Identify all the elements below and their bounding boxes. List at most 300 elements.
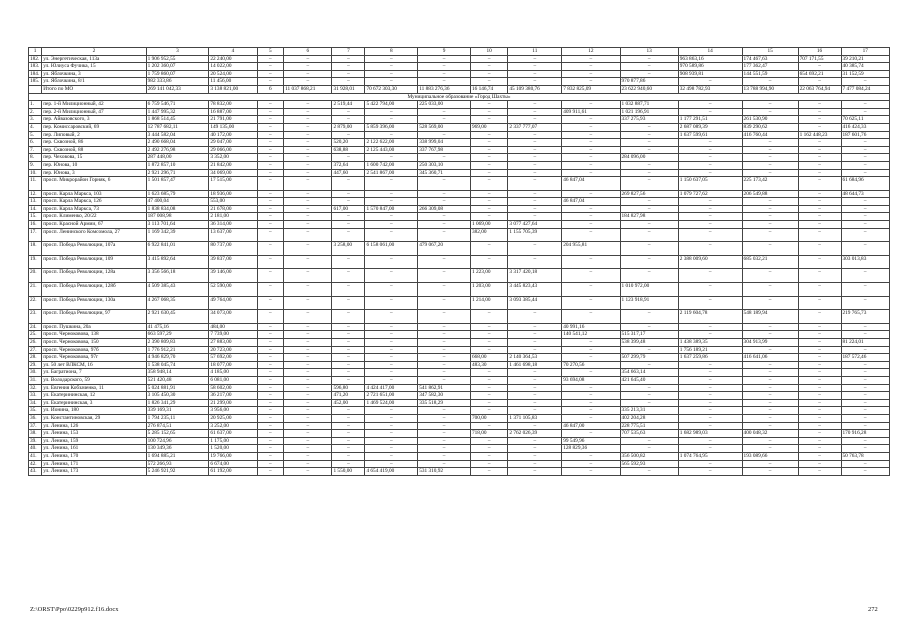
value-cell: 3 444 582,04: [146, 131, 209, 139]
value-cell: 4 267 068,35: [146, 296, 209, 310]
address-cell: ул. Ленина, 159: [42, 437, 146, 445]
value-cell: 11 037 868,21: [284, 85, 332, 93]
value-cell: –: [284, 228, 332, 242]
value-cell: –: [508, 384, 562, 392]
value-cell: –: [418, 414, 471, 422]
value-cell: –: [841, 161, 890, 169]
value-cell: –: [332, 177, 365, 191]
value-cell: –: [742, 221, 798, 229]
value-cell: –: [620, 123, 678, 131]
value-cell: –: [332, 331, 365, 339]
value-cell: –: [508, 422, 562, 430]
value-cell: –: [471, 205, 508, 213]
value-cell: 47 400,04: [146, 198, 209, 206]
value-cell: 654 692,21: [798, 70, 841, 78]
value-cell: 668,00: [471, 354, 508, 362]
value-cell: –: [562, 430, 620, 438]
value-cell: –: [508, 108, 562, 116]
value-cell: 538 399,48: [620, 339, 678, 347]
value-cell: –: [678, 323, 742, 331]
value-cell: –: [365, 55, 418, 63]
row-number: 33.: [29, 392, 42, 400]
value-cell: –: [471, 392, 508, 400]
value-cell: 276 874,51: [146, 422, 209, 430]
value-cell: –: [562, 369, 620, 377]
value-cell: –: [798, 269, 841, 283]
value-cell: 11 456,00: [209, 78, 257, 86]
value-cell: –: [508, 445, 562, 453]
address-cell: ул. Яблочкина, 3: [42, 70, 146, 78]
value-cell: –: [620, 169, 678, 177]
value-cell: –: [471, 108, 508, 116]
value-cell: 970 877,86: [620, 78, 678, 86]
value-cell: 1 520,00: [209, 445, 257, 453]
value-cell: –: [620, 310, 678, 324]
value-cell: –: [418, 78, 471, 86]
value-cell: 3 356 566,18: [146, 269, 209, 283]
value-cell: 447,60: [332, 169, 365, 177]
column-number: 10: [471, 48, 508, 56]
value-cell: –: [332, 221, 365, 229]
value-cell: –: [365, 108, 418, 116]
row-number: 12.: [29, 190, 42, 198]
value-cell: –: [471, 331, 508, 339]
row-number: 13.: [29, 198, 42, 206]
value-cell: –: [284, 414, 332, 422]
table-row: [29, 205, 890, 213]
row-number: 15.: [29, 213, 42, 221]
table-row: [29, 78, 890, 86]
value-cell: –: [508, 468, 562, 476]
value-cell: –: [418, 323, 471, 331]
value-cell: –: [620, 221, 678, 229]
value-cell: –: [678, 376, 742, 384]
value-cell: –: [257, 190, 283, 198]
value-cell: 2 921 296,71: [146, 169, 209, 177]
value-cell: –: [798, 255, 841, 269]
value-cell: –: [471, 63, 508, 71]
value-cell: –: [257, 430, 283, 438]
row-number: 185.: [29, 78, 42, 86]
table-row: [29, 85, 890, 93]
value-cell: –: [284, 101, 332, 109]
value-cell: 354 663,14: [620, 369, 678, 377]
value-cell: 21 299,00: [209, 399, 257, 407]
value-cell: 7 477 084,24: [841, 85, 890, 93]
value-cell: 48 644,73: [841, 190, 890, 198]
value-cell: 528 569,00: [418, 123, 471, 131]
row-number: 31.: [29, 376, 42, 384]
value-cell: –: [471, 101, 508, 109]
value-cell: –: [471, 242, 508, 256]
value-cell: –: [678, 169, 742, 177]
value-cell: –: [332, 445, 365, 453]
value-cell: –: [332, 154, 365, 162]
value-cell: 1 868 514,45: [146, 116, 209, 124]
value-cell: –: [418, 430, 471, 438]
value-cell: –: [365, 339, 418, 347]
value-cell: 5 246 921,92: [146, 468, 209, 476]
value-cell: –: [471, 190, 508, 198]
row-number: 28.: [29, 354, 42, 362]
value-cell: –: [471, 399, 508, 407]
value-cell: –: [257, 468, 283, 476]
value-cell: 5 285 152,65: [146, 430, 209, 438]
column-number: 5: [257, 48, 283, 56]
value-cell: –: [562, 205, 620, 213]
row-number: 14.: [29, 205, 42, 213]
value-cell: 174 467,63: [742, 55, 798, 63]
value-cell: 39 837,00: [209, 255, 257, 269]
value-cell: 21 678,00: [209, 205, 257, 213]
value-cell: –: [620, 177, 678, 191]
value-cell: –: [620, 392, 678, 400]
value-cell: –: [284, 339, 332, 347]
value-cell: 1 447 995,32: [146, 108, 209, 116]
value-cell: –: [257, 310, 283, 324]
value-cell: –: [365, 376, 418, 384]
value-cell: 39 210,21: [841, 55, 890, 63]
value-cell: –: [471, 369, 508, 377]
value-cell: 1 155 705,39: [508, 228, 562, 242]
value-cell: 2 879,00: [332, 123, 365, 131]
value-cell: –: [508, 139, 562, 147]
value-cell: –: [471, 437, 508, 445]
value-cell: –: [418, 422, 471, 430]
value-cell: –: [620, 131, 678, 139]
value-cell: 204 955,81: [562, 242, 620, 256]
value-cell: 1 169 342,39: [146, 228, 209, 242]
value-cell: 18 936,00: [209, 190, 257, 198]
section-title: Муниципальное образование «Город Шахты»: [29, 93, 890, 101]
table-row: [29, 346, 890, 354]
address-cell: пер. Сквозной, 86: [42, 139, 146, 147]
value-cell: –: [620, 242, 678, 256]
value-cell: 839 290,62: [742, 123, 798, 131]
value-cell: 908 939,81: [678, 70, 742, 78]
value-cell: 2 122 622,00: [365, 139, 418, 147]
value-cell: 46 847,04: [562, 198, 620, 206]
value-cell: 1 202 360,07: [146, 63, 209, 71]
value-cell: 39 146,00: [209, 269, 257, 283]
value-cell: 177 362,47: [742, 63, 798, 71]
value-cell: –: [332, 407, 365, 415]
value-cell: –: [508, 161, 562, 169]
value-cell: 2 921 630,45: [146, 310, 209, 324]
value-cell: 402 204,28: [620, 414, 678, 422]
row-number: 27.: [29, 346, 42, 354]
value-cell: –: [508, 310, 562, 324]
address-cell: ул. Ленина, 153: [42, 430, 146, 438]
value-cell: –: [620, 323, 678, 331]
value-cell: –: [332, 323, 365, 331]
value-cell: 140 541,12: [562, 331, 620, 339]
value-cell: 520,20: [332, 139, 365, 147]
value-cell: 2 687 089,39: [678, 123, 742, 131]
value-cell: –: [678, 392, 742, 400]
value-cell: –: [471, 376, 508, 384]
table-row: [29, 310, 890, 324]
value-cell: –: [678, 384, 742, 392]
table-row: [29, 452, 890, 460]
address-cell: ул. Багратиона, 7: [42, 369, 146, 377]
value-cell: –: [620, 63, 678, 71]
column-number: 8: [365, 48, 418, 56]
value-cell: –: [620, 228, 678, 242]
value-cell: –: [508, 101, 562, 109]
value-cell: –: [257, 323, 283, 331]
value-cell: –: [257, 123, 283, 131]
value-cell: –: [257, 283, 283, 297]
value-cell: 187 601,76: [841, 131, 890, 139]
value-cell: 700,00: [471, 414, 508, 422]
value-cell: –: [284, 154, 332, 162]
value-cell: 1 371 105,83: [508, 414, 562, 422]
value-cell: –: [418, 437, 471, 445]
value-cell: 6: [257, 85, 283, 93]
value-cell: 5 024 881,91: [146, 384, 209, 392]
value-cell: –: [471, 323, 508, 331]
value-cell: –: [284, 55, 332, 63]
value-cell: –: [332, 283, 365, 297]
value-cell: 228 775,51: [620, 422, 678, 430]
value-cell: 34 069,00: [209, 169, 257, 177]
value-cell: 969,00: [471, 123, 508, 131]
value-cell: –: [678, 437, 742, 445]
value-cell: 663 597,29: [146, 331, 209, 339]
value-cell: 21 842,00: [209, 161, 257, 169]
row-number: 184.: [29, 70, 42, 78]
table-row: [29, 296, 890, 310]
column-number: 13: [620, 48, 678, 56]
value-cell: –: [365, 331, 418, 339]
value-cell: 6 922 841,01: [146, 242, 209, 256]
value-cell: 358 948,14: [146, 369, 209, 377]
value-cell: –: [257, 407, 283, 415]
value-cell: –: [620, 361, 678, 369]
value-cell: –: [678, 361, 742, 369]
value-cell: –: [742, 422, 798, 430]
value-cell: –: [742, 392, 798, 400]
value-cell: –: [365, 198, 418, 206]
value-cell: –: [508, 346, 562, 354]
value-cell: 3 113 701,64: [146, 221, 209, 229]
value-cell: 187 572,46: [841, 354, 890, 362]
value-cell: –: [508, 407, 562, 415]
value-cell: 81 224,01: [841, 339, 890, 347]
value-cell: 1 223,00: [471, 269, 508, 283]
value-cell: 1 123 918,91: [620, 296, 678, 310]
value-cell: –: [620, 255, 678, 269]
value-cell: 52 590,00: [209, 283, 257, 297]
value-cell: –: [508, 146, 562, 154]
table-row: [29, 198, 890, 206]
row-number: 35.: [29, 407, 42, 415]
value-cell: –: [508, 205, 562, 213]
value-cell: –: [678, 414, 742, 422]
table-row: [29, 228, 890, 242]
value-cell: –: [841, 296, 890, 310]
value-cell: –: [841, 146, 890, 154]
row-number: 26.: [29, 339, 42, 347]
value-cell: –: [284, 310, 332, 324]
address-cell: просп. Победа Революции, 128б: [42, 283, 146, 297]
value-cell: –: [742, 468, 798, 476]
row-number: 24.: [29, 323, 42, 331]
row-number: 29.: [29, 361, 42, 369]
value-cell: –: [471, 169, 508, 177]
value-cell: –: [508, 376, 562, 384]
value-cell: –: [742, 161, 798, 169]
value-cell: –: [841, 283, 890, 297]
value-cell: –: [742, 361, 798, 369]
column-number: 4: [209, 48, 257, 56]
address-cell: пер. Юнова, 10: [42, 161, 146, 169]
value-cell: 1 461 698,18: [508, 361, 562, 369]
value-cell: –: [365, 296, 418, 310]
table-row: [29, 283, 890, 297]
value-cell: 1 694 885,21: [146, 452, 209, 460]
value-cell: –: [471, 154, 508, 162]
value-cell: –: [257, 422, 283, 430]
value-cell: –: [284, 452, 332, 460]
value-cell: –: [742, 146, 798, 154]
value-cell: 2 541 867,00: [365, 169, 418, 177]
value-cell: 452,00: [332, 399, 365, 407]
value-cell: –: [798, 310, 841, 324]
value-cell: –: [332, 452, 365, 460]
value-cell: –: [508, 213, 562, 221]
value-cell: 100 724,96: [146, 437, 209, 445]
value-cell: 337 767,98: [418, 146, 471, 154]
value-cell: 1 203,00: [471, 283, 508, 297]
address-cell: ул. Юлиуса Фучика, 15: [42, 63, 146, 71]
value-cell: –: [798, 154, 841, 162]
table-row: [29, 331, 890, 339]
value-cell: –: [798, 361, 841, 369]
value-cell: 13 637,00: [209, 228, 257, 242]
table-row: [29, 445, 890, 453]
value-cell: –: [284, 198, 332, 206]
value-cell: –: [332, 198, 365, 206]
row-number: 37.: [29, 422, 42, 430]
value-cell: –: [418, 131, 471, 139]
value-cell: 3 077 427,64: [508, 221, 562, 229]
value-cell: –: [471, 139, 508, 147]
value-cell: 6 674,00: [209, 460, 257, 468]
table-row: [29, 369, 890, 377]
value-cell: 541 862,91: [418, 384, 471, 392]
row-number: 32.: [29, 384, 42, 392]
value-cell: –: [798, 116, 841, 124]
value-cell: 617,00: [332, 205, 365, 213]
value-cell: 29 066,00: [209, 146, 257, 154]
value-cell: –: [678, 422, 742, 430]
value-cell: 3 956,00: [209, 407, 257, 415]
row-number: 19.: [29, 255, 42, 269]
value-cell: 4 654 419,00: [365, 468, 418, 476]
value-cell: –: [678, 221, 742, 229]
table-row: [29, 146, 890, 154]
column-number: 14: [678, 48, 742, 56]
value-cell: –: [284, 346, 332, 354]
value-cell: –: [257, 384, 283, 392]
value-cell: –: [508, 460, 562, 468]
value-cell: 479 067,20: [418, 242, 471, 256]
value-cell: –: [365, 283, 418, 297]
address-cell: просп. Клименко, 20/22: [42, 213, 146, 221]
value-cell: 596,80: [332, 384, 365, 392]
row-number: 23.: [29, 310, 42, 324]
value-cell: –: [471, 146, 508, 154]
table-row: [29, 101, 890, 109]
value-cell: –: [508, 78, 562, 86]
address-cell: просп. Микрорайон Горняк, 6: [42, 177, 146, 191]
table-row: [29, 131, 890, 139]
value-cell: 49 764,00: [209, 296, 257, 310]
value-cell: –: [471, 131, 508, 139]
table-row: [29, 460, 890, 468]
address-cell: просп. Черноковова, 138: [42, 331, 146, 339]
value-cell: 1 756 189,21: [678, 346, 742, 354]
value-cell: –: [508, 55, 562, 63]
value-cell: 4 946 829,70: [146, 354, 209, 362]
value-cell: –: [508, 242, 562, 256]
value-cell: 3 317 420,18: [508, 269, 562, 283]
value-cell: –: [798, 242, 841, 256]
value-cell: –: [678, 369, 742, 377]
value-cell: –: [332, 339, 365, 347]
value-cell: –: [332, 430, 365, 438]
value-cell: –: [332, 414, 365, 422]
value-cell: –: [332, 422, 365, 430]
value-cell: –: [284, 213, 332, 221]
value-cell: –: [332, 346, 365, 354]
value-cell: –: [418, 190, 471, 198]
row-number: 41.: [29, 452, 42, 460]
value-cell: –: [742, 205, 798, 213]
address-cell: просп. Черноковова, 97г: [42, 354, 146, 362]
row-number: 10.: [29, 169, 42, 177]
value-cell: 484,00: [209, 323, 257, 331]
value-cell: –: [284, 384, 332, 392]
row-number: 20.: [29, 269, 42, 283]
value-cell: –: [418, 221, 471, 229]
value-cell: –: [332, 437, 365, 445]
value-cell: –: [742, 213, 798, 221]
value-cell: 61 637,00: [209, 430, 257, 438]
value-cell: –: [841, 376, 890, 384]
value-cell: –: [798, 323, 841, 331]
row-number: 3.: [29, 116, 42, 124]
value-cell: –: [508, 131, 562, 139]
value-cell: –: [841, 399, 890, 407]
value-cell: –: [678, 445, 742, 453]
value-cell: 409 911,61: [562, 108, 620, 116]
value-cell: –: [508, 116, 562, 124]
value-cell: –: [418, 269, 471, 283]
value-cell: –: [284, 70, 332, 78]
value-cell: –: [471, 445, 508, 453]
row-number: 18.: [29, 242, 42, 256]
value-cell: –: [332, 131, 365, 139]
value-cell: –: [562, 154, 620, 162]
value-cell: 46 847,04: [562, 177, 620, 191]
value-cell: –: [365, 131, 418, 139]
value-cell: 400 048,32: [742, 430, 798, 438]
value-cell: –: [562, 101, 620, 109]
value-cell: –: [418, 339, 471, 347]
